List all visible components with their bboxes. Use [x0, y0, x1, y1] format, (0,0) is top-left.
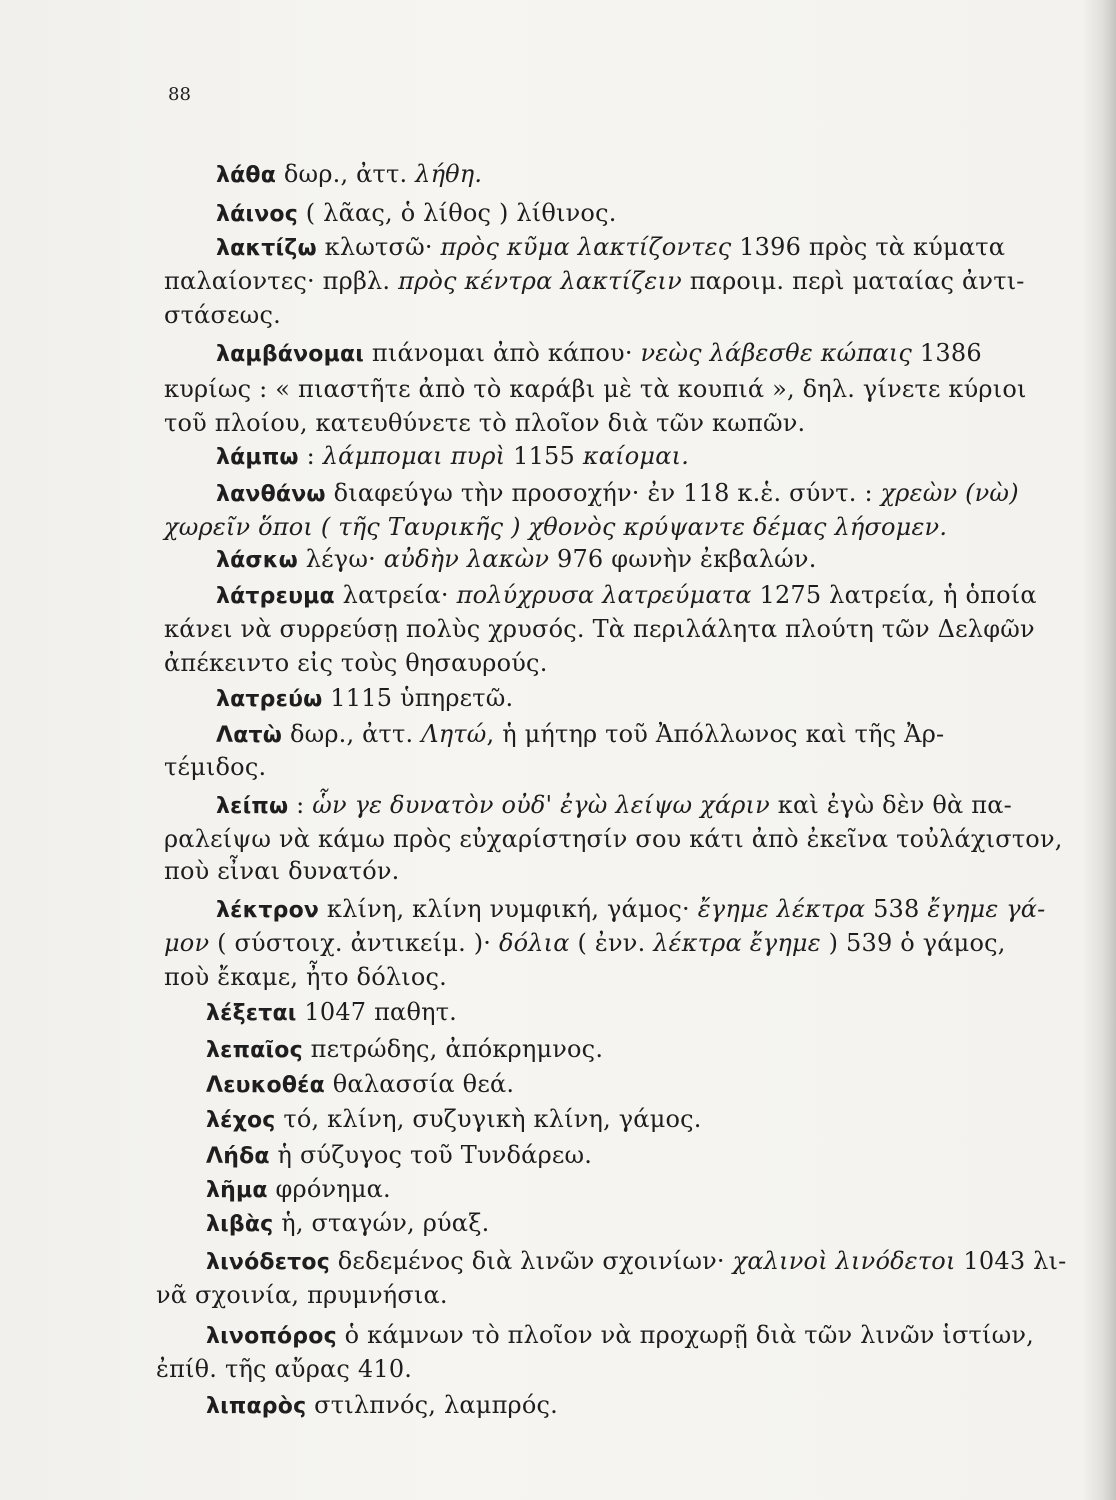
definition-text: κυρίως : « πιαστῆτε ἀπὸ τὸ καράβι μὲ τὰ κουπιά », δηλ. γίνετε κύριοι [164, 375, 1027, 403]
quoted-text: Λητώ [421, 720, 487, 748]
text-line [216, 683, 513, 715]
definition-text: λατρεία· [334, 581, 457, 609]
definition-text: 1275 λατρεία, ἡ ὁποία [751, 581, 1037, 609]
headword: λινόδετος [206, 1250, 330, 1275]
headword: Λευκοθέα [206, 1073, 325, 1098]
headword: λῆμα [206, 1178, 268, 1203]
text-line [216, 232, 1005, 264]
headword: λεπαῖος [206, 1038, 303, 1063]
headword: λέξεται [206, 1001, 297, 1026]
definition-text: τό, κλίνη, συζυγικὴ κλίνη, γάμος. [275, 1105, 702, 1133]
definition-text: δωρ., ἀττ. [282, 720, 422, 748]
definition-text: παροιμ. περὶ ματαίας ἀντι- [681, 267, 1025, 295]
text-line [164, 614, 1035, 644]
quoted-text: χρεὼν (νὼ) [880, 479, 1019, 507]
definition-text: 1047 παθητ. [296, 998, 457, 1026]
definition-text: παλαίοντες· πρβλ. [164, 267, 399, 295]
headword: λέχος [206, 1108, 276, 1133]
quoted-text: λάμπομαι πυρὶ [322, 442, 506, 470]
definition-text: πιάνομαι ἀπὸ κάπου· [364, 339, 641, 367]
definition-text: ποὺ ἔκαμε, ἦτο δόλιος. [164, 963, 447, 991]
text-line [206, 1140, 592, 1172]
definition-text: ἐπίθ. τῆς αὔρας 410. [156, 1355, 413, 1383]
text-line [164, 856, 400, 886]
definition-text: 1396 πρὸς τὰ κύματα [731, 233, 1006, 261]
quoted-text: καίομαι. [582, 442, 690, 470]
quoted-text: χαλινοὶ λινόδετοι [732, 1247, 956, 1275]
headword: λάθα [216, 163, 277, 188]
definition-text: ( σύστοιχ. ἀντικείμ. )· [209, 929, 499, 957]
quoted-text: αὐδὴν λακὼν [383, 545, 550, 573]
quoted-text: πρὸς κέντρα λακτίζειν [398, 267, 682, 295]
definition-text: 1115 ὑπηρετῶ. [322, 684, 514, 712]
text-line [164, 300, 281, 330]
text-line [164, 962, 447, 992]
definition-text: : [288, 791, 313, 819]
text-line [206, 1069, 514, 1101]
headword: λάτρευμα [216, 584, 335, 609]
headword: λαμβάνομαι [216, 342, 365, 367]
text-line [216, 790, 1012, 822]
headword: λάσκω [216, 548, 298, 573]
definition-text: ( ἐνν. [569, 929, 654, 957]
definition-text: ποὺ εἶναι δυνατόν. [164, 857, 400, 885]
definition-text: δεδεμένος διὰ λινῶν σχοινίων· [329, 1247, 733, 1275]
text-line [164, 824, 1063, 854]
definition-text: στάσεως. [164, 301, 281, 329]
headword: λάμπω [216, 445, 299, 470]
text-line [216, 544, 817, 576]
text-line [206, 1104, 702, 1136]
definition-text: ἀπέκειντο εἰς τοὺς θησαυρούς. [164, 649, 548, 677]
text-line [164, 648, 548, 678]
definition-text: 538 [865, 895, 928, 923]
definition-text: δωρ., ἀττ. [276, 160, 416, 188]
definition-text: ραλείψω νὰ κάμω πρὸς εὐχαρίστησίν σου κάτι ἀπὸ ἐκεῖνα τοὐλάχιστον, [164, 825, 1063, 853]
text-line [164, 928, 1006, 958]
headword: λιπαρὸς [206, 1394, 307, 1419]
text-line [216, 894, 1046, 926]
headword: λακτίζω [216, 236, 317, 261]
headword: Λήδα [206, 1144, 270, 1169]
definition-text: τοῦ πλοίου, κατευθύνετε τὸ πλοῖον διὰ τῶν κωπῶν. [164, 409, 806, 437]
definition-text: ὁ κάμνων τὸ πλοῖον νὰ προχωρῇ διὰ τῶν λινῶν ἱστίων, [336, 1321, 1035, 1349]
text-line [216, 338, 982, 370]
headword: λέκτρον [216, 898, 320, 923]
quoted-text: δόλια [498, 929, 570, 957]
definition-text: νᾶ σχοινία, πρυμνήσια. [156, 1281, 448, 1309]
text-line [164, 266, 1025, 296]
definition-text: καὶ ἐγὼ δὲν θὰ πα- [769, 791, 1012, 819]
definition-text: τέμιδος. [164, 753, 267, 781]
text-line [206, 1320, 1034, 1352]
headword: λινοπόρος [206, 1324, 337, 1349]
definition-text: 1043 λι- [955, 1247, 1067, 1275]
quoted-text: χωρεῖν ὅποι ( τῆς Ταυρικῆς ) χθονὸς κρύψαντε δέμας λήσομεν. [164, 513, 948, 541]
definition-text: κάνει νὰ συρρεύσῃ πολὺς χρυσός. Τὰ περιλάλητα πλούτη τῶν Δελφῶν [164, 615, 1035, 643]
text-line [156, 1354, 412, 1384]
definition-text: στιλπνός, λαμπρός. [306, 1391, 558, 1419]
text-line [216, 159, 482, 191]
quoted-text: πρὸς κῦμα λακτίζοντες [440, 233, 732, 261]
page-number: 88 [168, 84, 191, 105]
definition-text: 976 φωνὴν ἐκβαλών. [549, 545, 817, 573]
definition-text: φρόνημα. [267, 1175, 391, 1203]
definition-text: 1386 [912, 339, 982, 367]
definition-text: διαφεύγω τὴν προσοχήν· ἐν 118 κ.ἑ. σύντ. : [325, 479, 881, 507]
text-line [164, 752, 266, 782]
quoted-text: νεὼς λάβεσθε κώπαις [640, 339, 913, 367]
definition-text: πετρώδης, ἀπόκρημνος. [302, 1035, 604, 1063]
quoted-text: λέκτρα ἔγημε [653, 929, 821, 957]
definition-text: ) 539 ὁ γάμος, [820, 929, 1006, 957]
text-line [206, 997, 457, 1029]
text-line [206, 1246, 1066, 1278]
text-line [206, 1034, 603, 1066]
text-line [216, 478, 1019, 510]
definition-text: κλωτσῶ· [316, 233, 441, 261]
text-line [216, 580, 1037, 612]
headword: λατρεύω [216, 687, 323, 712]
definition-text: 1155 [505, 442, 583, 470]
quoted-text: ἔγημε γά- [927, 895, 1046, 923]
text-line [164, 408, 805, 438]
headword: λείπω [216, 794, 289, 819]
text-line [164, 374, 1027, 404]
definition-text: : [298, 442, 323, 470]
quoted-text: πολύχρυσα λατρεύματα [456, 581, 752, 609]
quoted-text: λήθη. [415, 160, 483, 188]
text-line [206, 1208, 489, 1240]
definition-text: ἡ σύζυγος τοῦ Τυνδάρεω. [269, 1141, 593, 1169]
quoted-text: ἔγημε λέκτρα [697, 895, 866, 923]
headword: λιβὰς [206, 1212, 274, 1237]
definition-text: κλίνη, κλίνη νυμφική, γάμος· [319, 895, 698, 923]
definition-text: ( λᾶας, ὁ λίθος ) λίθινος. [297, 199, 617, 227]
text-line [164, 512, 947, 542]
text-line [156, 1280, 448, 1310]
headword: λανθάνω [216, 482, 326, 507]
text-line [216, 719, 944, 751]
definition-text: θαλασσία θεά. [324, 1070, 515, 1098]
definition-text: , ἡ μήτηρ τοῦ Ἀπόλλωνος καὶ τῆς Ἀρ- [486, 720, 945, 748]
text-line [206, 1390, 558, 1422]
headword: Λατὼ [216, 723, 283, 748]
text-line [216, 198, 617, 230]
text-line [206, 1174, 391, 1206]
definition-text: λέγω· [297, 545, 384, 573]
text-line [216, 441, 689, 473]
definition-text: ἡ, σταγών, ρύαξ. [273, 1209, 490, 1237]
quoted-text: ὧν γε δυνατὸν οὐδ' ἐγὼ λείψω χάριν [312, 791, 770, 819]
quoted-text: μον [164, 929, 210, 957]
headword: λάινος [216, 202, 298, 227]
